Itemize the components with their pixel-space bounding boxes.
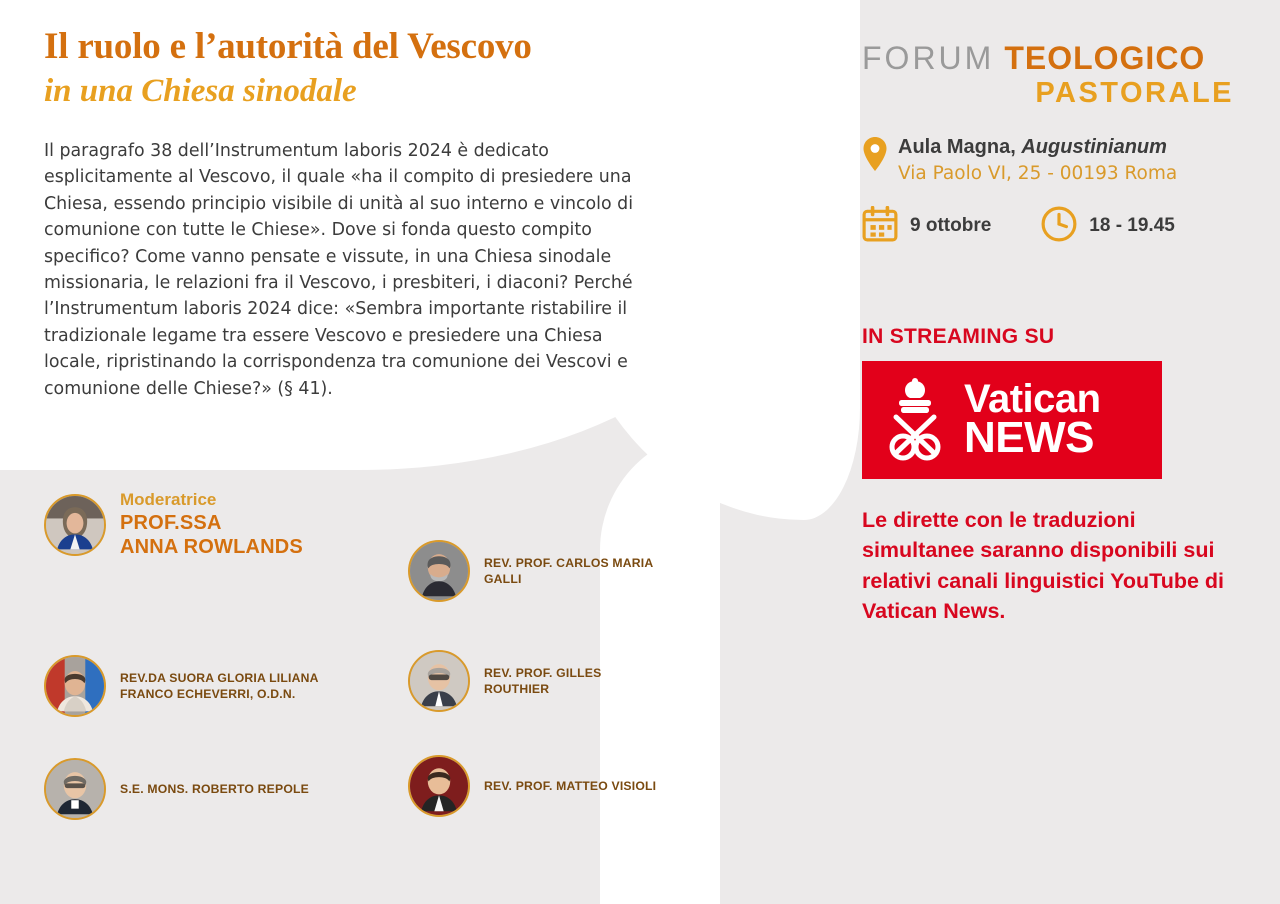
speaker-name-line1: PROF.SSA — [120, 512, 222, 535]
speaker-info — [484, 555, 664, 588]
vatican-news-logo — [862, 361, 1162, 479]
streaming-block — [862, 325, 1262, 627]
map-pin-icon — [862, 137, 892, 176]
speaker-name: REV. PROF. GILLES ROUTHIER — [484, 665, 602, 696]
streaming-title: IN STREAMING SU — [862, 324, 1055, 348]
speaker-info — [120, 490, 303, 560]
list-item — [44, 758, 309, 820]
datetime-block — [862, 206, 1262, 247]
avatar — [408, 540, 470, 602]
avatar — [408, 650, 470, 712]
venue-place: Aula Magna, — [898, 135, 1022, 158]
page-title: Il ruolo e l’autorità del Vescovo — [44, 26, 532, 67]
time-label: 18 - 19.45 — [1089, 215, 1175, 237]
list-item — [44, 655, 319, 717]
time-item — [1041, 206, 1175, 247]
vatican-crest-icon — [876, 377, 954, 463]
speaker-name: REV. PROF. CARLOS MARIA GALLI — [484, 555, 653, 586]
brand-title — [862, 42, 1262, 76]
speaker-name-line2: FRANCO ECHEVERRI, O.D.N. — [120, 687, 296, 701]
list-item — [408, 650, 664, 712]
avatar — [44, 758, 106, 820]
speaker-name-line1: REV.DA SUORA GLORIA LILIANA — [120, 670, 319, 685]
brand-pastorale: PASTORALE — [1035, 76, 1234, 109]
streaming-note: Le dirette con le traduzioni simultanee saranno disponibili sui relativi canali linguistici YouTube di Vatican News. — [862, 507, 1224, 624]
speaker-info — [484, 665, 664, 698]
right-column — [862, 0, 1262, 904]
venue-address: Via Paolo VI, 25 - 00193 Roma — [898, 162, 1178, 184]
date-item — [862, 206, 991, 247]
abstract-text: Il paragrafo 38 dell’Instrumentum laboris 2024 è dedicato esplicitamente al Vescovo, il quale «ha il compito di presiedere una Chiesa, essendo principio visibile di unità al suo interno e vincolo di comunione con tutte le Chiese». Dove si fonda questo compito specifico? Come vanno pensate e vissute, in una Chiesa sinodale missionaria, le relazioni fra il Vescovo, i presbiteri, i diaconi? Perché l’Instrumentum laboris 2024 dice: «Sembra importante ristabilire il tradizionale legame tra essere Vescovo e presiedere una Chiesa locale, ripristinando la corrispondenza tra comunione dei Vescovi e comunione delle Chiese?» (§ 41). — [44, 140, 634, 399]
speaker-name — [120, 670, 319, 703]
calendar-icon — [862, 206, 898, 247]
avatar — [44, 655, 106, 717]
clock-icon — [1041, 206, 1077, 247]
speaker-info — [484, 778, 656, 794]
brand-forum: FORUM — [862, 40, 995, 76]
venue-block — [862, 136, 1262, 184]
list-item — [44, 490, 303, 560]
speaker-name: S.E. MONS. ROBERTO REPOLE — [120, 781, 309, 796]
speaker-role: Moderatrice — [120, 490, 217, 509]
vatican-word: Vatican — [964, 376, 1101, 421]
page-subtitle: in una Chiesa sinodale — [44, 73, 357, 110]
avatar — [44, 494, 106, 556]
speaker-name: REV. PROF. MATTEO VISIOLI — [484, 778, 657, 793]
speaker-name — [120, 512, 303, 559]
list-item — [408, 755, 656, 817]
speaker-info — [120, 781, 309, 797]
vatican-news-wordmark — [964, 376, 1101, 462]
venue-place-italic: Augustinianum — [1021, 135, 1167, 158]
speaker-info — [120, 670, 319, 703]
venue-name — [898, 136, 1177, 159]
speaker-name-line2: ANNA ROWLANDS — [120, 535, 303, 558]
brand-block — [862, 42, 1262, 110]
list-item — [408, 540, 664, 602]
venue-text — [898, 136, 1177, 184]
brand-teologico: TEOLOGICO — [1004, 40, 1206, 76]
avatar — [408, 755, 470, 817]
date-label: 9 ottobre — [910, 215, 992, 237]
news-word: NEWS — [964, 412, 1094, 462]
